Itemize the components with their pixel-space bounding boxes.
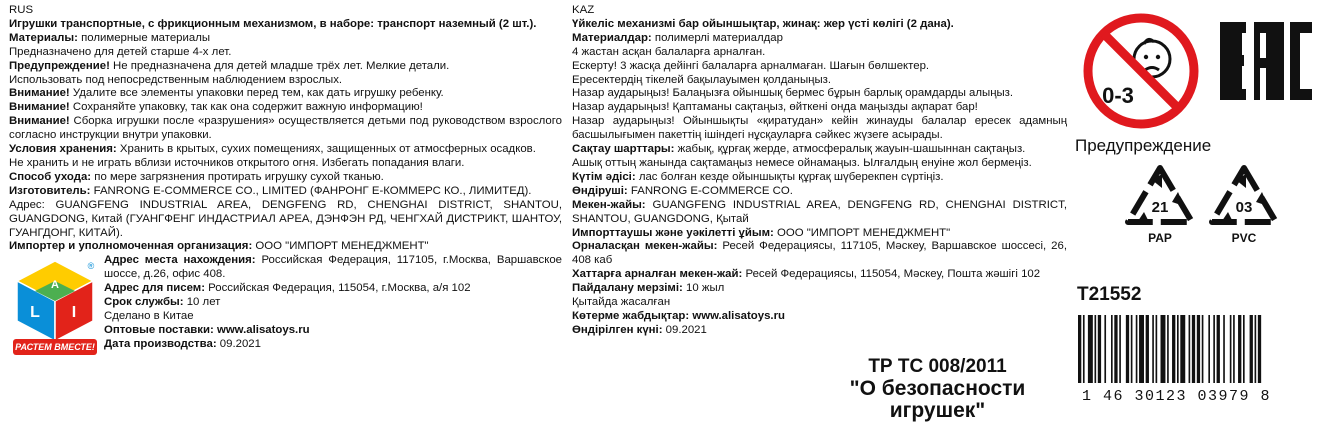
barcode-bar <box>1217 315 1220 383</box>
barcode-bar <box>1255 315 1257 383</box>
kazakh-label-column <box>572 4 1067 338</box>
attention1-kz: Назар аударыңыз! Балаңызға ойыншық бермес бұрын барлық орамдарды алыңыз. <box>572 87 1014 100</box>
importer-address-block <box>9 254 562 351</box>
address-value-kz: GUANGFENG INDUSTRIAL AREA, DENGFENG RD, CHENGHAI DISTRICT, SHANTOU, GUANGDONG, Қытай <box>572 198 1067 225</box>
barcode-bar <box>1177 315 1179 383</box>
address-label-kz: Мекен-жайы: <box>572 198 646 211</box>
barcode-bar <box>1213 315 1215 383</box>
storage-label-kz: Сақтау шарттары: <box>572 143 675 156</box>
standard-title: "О безопасности игрушек" <box>849 377 1026 422</box>
barcode <box>1078 315 1316 383</box>
wholesale-ru: Оптовые поставки: www.alisatoys.ru <box>104 323 310 336</box>
importer-label-ru: Импортер и уполномоченная организация: <box>9 240 253 253</box>
recycle-pap-icon <box>1128 168 1192 245</box>
age-range-text: 0-3 <box>1102 83 1134 108</box>
barcode-bar <box>1208 315 1210 383</box>
warning-value-ru: Не предназначена для детей младше трёх лет. Мелкие детали. <box>109 59 450 72</box>
mail-label-ru: Адрес для писем: <box>104 282 205 295</box>
eac-mark-icon <box>1218 20 1313 102</box>
maker-label-ru: Изготовитель: <box>9 184 91 197</box>
service-label-kz: Пайдалану мерзімі: <box>572 282 683 295</box>
location-label-kz: Орналасқан мекен-жайы: <box>572 240 718 253</box>
storage-label-ru: Условия хранения: <box>9 143 117 156</box>
age-kz: 4 жастан асқан балаларға арналған. <box>572 45 766 58</box>
alisa-toys-logo <box>11 257 99 359</box>
barcode-bar <box>1152 315 1154 383</box>
barcode-bar <box>1104 315 1106 383</box>
recycle-pvc-icon <box>1212 168 1276 245</box>
attention3-label-ru: Внимание! <box>9 115 70 128</box>
recycling-symbols <box>1122 162 1312 248</box>
care-value-ru: по мере загрязнения протирать игрушку сухой тканью. <box>91 170 384 183</box>
barcode-bar <box>1250 315 1253 383</box>
barcode-bar <box>1126 315 1129 383</box>
supervision-kz: Ересектердің тікелей бақылауымен қолданыңыз. <box>572 73 832 86</box>
attention3-value-ru: Сборка игрушки после «разрушения» осуществляется детьми под руководством взрослого согласно инструкции внутри упаковки. <box>9 115 562 142</box>
fire-kz: Ашық оттың жанында сақтамаңыз немесе ойнамаңыз. Ылғалдың енуіне жол бермеңіз. <box>572 156 1032 169</box>
made-ru: Сделано в Китае <box>104 309 194 322</box>
mail-label-kz: Хаттарға арналған мекен-жай: <box>572 268 743 281</box>
importer-value-ru: ООО "ИМПОРТ МЕНЕДЖМЕНТ" <box>252 240 429 253</box>
barcode-bar <box>1189 315 1191 383</box>
materials-value-ru: полимерные материалы <box>77 31 211 44</box>
no-under-3-icon <box>1082 12 1200 130</box>
registered-mark: ® <box>87 261 95 272</box>
barcode-bar <box>1136 315 1138 383</box>
barcode-bar <box>1238 315 1241 383</box>
barcode-bar <box>1192 315 1195 383</box>
materials-label-ru: Материалы: <box>9 31 78 44</box>
age-ru: Предназначено для детей старше 4-х лет. <box>9 45 232 58</box>
date-value-kz: 09.2021 <box>662 323 707 336</box>
barcode-bar <box>1139 315 1144 383</box>
barcode-bar <box>1119 315 1121 383</box>
storage-value-kz: жабық, құрғақ жерде, атмосфералық жауын-шашыннан сақтаңыз. <box>674 143 1026 156</box>
barcode-bar <box>1197 315 1200 383</box>
mail-value-kz: Ресей Федерациясы, 115054, Мәскеу, Пошта жәшігі 102 <box>742 268 1041 281</box>
materials-label-kz: Материалдар: <box>572 31 652 44</box>
barcode-bar <box>1083 315 1085 383</box>
recycle-pap-label: PAP <box>1148 231 1172 245</box>
barcode-bar <box>1243 315 1245 383</box>
barcode-bar <box>1258 315 1261 383</box>
barcode-bar <box>1180 315 1185 383</box>
barcode-bar <box>1111 315 1113 383</box>
recycle-pvc-code: 03 <box>1235 199 1253 216</box>
product-title-ru: Игрушки транспортные, с фрикционным механизмом, в наборе: транспорт наземный (2 шт.). <box>9 17 537 30</box>
barcode-bar <box>1078 315 1081 383</box>
attention3-kz: Назар аударыңыз! Ойыншықты «қиратудан» кейін жинауды балалар ересек адамның басшылығымен пакеттің ішіндегі нұсқауларға сәйкес жүзеге асырады. <box>572 115 1067 142</box>
date-value-ru: 09.2021 <box>216 337 261 350</box>
care-label-kz: Күтім әдісі: <box>572 170 636 183</box>
barcode-bar <box>1114 315 1117 383</box>
barcode-bar <box>1230 315 1232 383</box>
tr-ts-standard <box>810 356 1065 422</box>
standard-code: ТР ТС 008/2011 <box>868 356 1007 377</box>
product-title-kz: Үйкеліс механизмі бар ойыншықтар, жинақ: жер үсті көлігі (2 дана). <box>572 17 954 30</box>
attention2-label-ru: Внимание! <box>9 101 70 114</box>
supervision-ru: Использовать под непосредственным наблюдением взрослых. <box>9 73 343 86</box>
warning-heading: Предупреждение <box>1075 136 1212 155</box>
care-value-kz: лас болған кезде ойыншықты құрғақ шүберекпен сүртіңіз. <box>635 170 944 183</box>
attention1-label-ru: Внимание! <box>9 87 70 100</box>
recycle-pvc-label: PVC <box>1231 231 1257 245</box>
maker-label-kz: Өндіруші: <box>572 184 628 197</box>
product-code: T21552 <box>1077 284 1142 305</box>
logo-letter: L <box>30 304 40 322</box>
logo-letter: A <box>51 279 59 292</box>
location-value-kz: Ресей Федерациясы, 117105, Мәскеу, Варшавское шоссесі, 26, 408 каб <box>572 240 1067 267</box>
russian-label-column <box>9 4 562 352</box>
address-ru: Адрес: GUANGFENG INDUSTRIAL AREA, DENGFENG RD, CHENGHAI DISTRICT, SHANTOU, GUANGDONG, Китай (ГУАНГФЕНГ ИНДАСТРИАЛ АРЕА, ДЭНФЭН РД, ЧЕНГХАЙ ДИСТРИКТ, ШАНТОУ, ГУАНГДОНГ, КИТАЙ). <box>9 198 562 239</box>
barcode-bar <box>1233 315 1235 383</box>
care-label-ru: Способ ухода: <box>9 170 92 183</box>
barcode-bar <box>1146 315 1149 383</box>
attention2-kz: Назар аударыңыз! Қаптаманы сақтаңыз, өйткені онда маңызды ақпарат бар! <box>572 101 978 114</box>
barcode-bar <box>1088 315 1093 383</box>
barcode-bar <box>1167 315 1169 383</box>
attention1-value-ru: Удалите все элементы упаковки перед тем, как дать игрушку ребенку. <box>69 87 444 100</box>
location-label-ru: Адрес места нахождения: <box>104 254 256 267</box>
date-label-kz: Өндірілген күні: <box>572 323 663 336</box>
warning-kz: Ескерту! 3 жасқа дейінгі балаларға арналмаған. Шағын бөлшектер. <box>572 59 930 72</box>
barcode-bar <box>1131 315 1133 383</box>
maker-value-kz: FANRONG E-COMMERCE CO. <box>627 184 793 197</box>
barcode-bar <box>1098 315 1101 383</box>
lang-code-ru: RUS <box>9 4 34 16</box>
service-label-ru: Срок службы: <box>104 296 184 309</box>
logo-slogan: РАСТЕМ ВМЕСТЕ! <box>15 342 95 353</box>
barcode-bar <box>1156 315 1158 383</box>
logo-letter: I <box>71 304 77 322</box>
importer-value-kz: ООО "ИМПОРТ МЕНЕДЖМЕНТ" <box>773 226 951 239</box>
barcode-bar <box>1172 315 1175 383</box>
storage-value-ru: Хранить в крытых, сухих помещениях, защищенных от атмосферных осадков. <box>116 143 536 156</box>
recycle-pap-code: 21 <box>1151 199 1169 216</box>
service-value-ru: 10 лет <box>183 296 221 309</box>
warning-label-ru: Предупреждение! <box>9 59 110 72</box>
mail-value-ru: Российская Федерация, 115054, г.Москва, а/я 102 <box>205 282 471 295</box>
date-label-ru: Дата производства: <box>104 337 217 350</box>
importer-label-kz: Импорттаушы және уәкілетті ұйым: <box>572 226 774 239</box>
barcode-bar <box>1223 315 1225 383</box>
maker-value-ru: FANRONG E-COMMERCE CO., LIMITED (ФАНРОНГ Е-КОММЕРС КО., ЛИМИТЕД). <box>90 184 532 197</box>
barcode-bar <box>1161 315 1166 383</box>
service-value-kz: 10 жыл <box>682 282 725 295</box>
location-value-ru: Российская Федерация, 117105, г.Москва, Варшавское шоссе, д.26, офис 408. <box>104 254 562 281</box>
lang-code-kz: KAZ <box>572 4 595 16</box>
wholesale-kz: Көтерме жабдықтар: www.alisatoys.ru <box>572 309 785 322</box>
barcode-bar <box>1095 315 1097 383</box>
made-kz: Қытайда жасалған <box>572 296 671 309</box>
materials-value-kz: полимерлі материалдар <box>651 31 783 44</box>
fire-ru: Не хранить и не играть вблизи источников открытого огня. Избегать попадания влаги. <box>9 156 465 169</box>
barcode-number: 1 46 30123 03979 8 <box>1082 388 1272 405</box>
attention2-value-ru: Сохраняйте упаковку, так как она содержит важную информацию! <box>69 101 423 114</box>
barcode-bar <box>1202 315 1204 383</box>
